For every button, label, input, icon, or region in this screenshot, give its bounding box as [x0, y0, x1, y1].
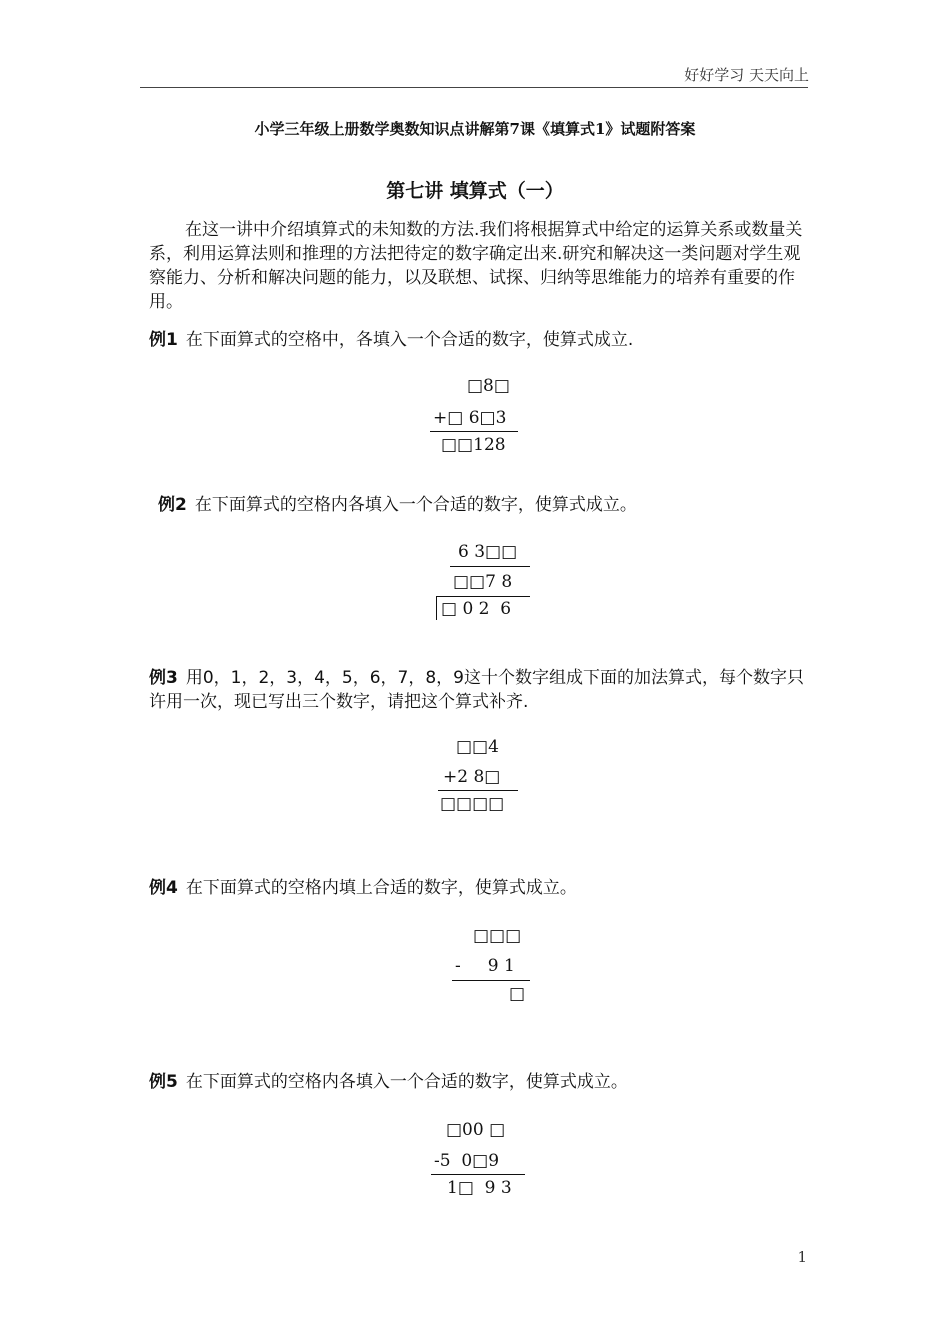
equation-row: - 9 1: [455, 956, 515, 976]
example-text: 用0，1，2，3，4，5，6，7，8，9这十个数字组成下面的加法算式，每个数字只许用一次，现已写出三个数字，请把这个算式补齐.: [149, 668, 805, 712]
example-label: 例2: [158, 495, 187, 515]
equation-row: □: [509, 984, 526, 1004]
sum-line: [430, 431, 518, 432]
example-label: 例4: [149, 878, 178, 898]
equation-row: □□7 8: [453, 572, 513, 592]
example-2: [158, 493, 818, 517]
example-text: 在下面算式的空格中，各填入一个合适的数字，使算式成立.: [185, 330, 634, 350]
header-motto: 好好学习 天天向上: [684, 66, 809, 84]
example-3: [149, 666, 809, 714]
example-1: [149, 328, 809, 352]
equation-row: □□128: [441, 435, 506, 455]
header-rule: [140, 87, 808, 88]
division-bracket: [436, 596, 437, 620]
example-label: 例1: [149, 330, 178, 350]
page-number: 1: [797, 1248, 807, 1266]
example-label: 例5: [149, 1072, 178, 1092]
equation-row: 1□ 9 3: [447, 1178, 512, 1198]
equation-row: +□ 6□3: [433, 408, 507, 428]
example-text: 在下面算式的空格内各填入一个合适的数字，使算式成立。: [185, 1072, 628, 1092]
equation-row: □□□□: [440, 794, 505, 814]
equation-row: -5 0□9: [434, 1151, 500, 1171]
equation-row: 6 3□□: [458, 542, 518, 562]
example-5: [149, 1070, 809, 1094]
example-text: 在下面算式的空格内各填入一个合适的数字，使算式成立。: [194, 495, 637, 515]
document-title: 小学三年级上册数学奥数知识点讲解第7课《填算式1》试题附答案: [254, 120, 696, 138]
division-line: [436, 596, 530, 597]
equation-row: +2 8□: [443, 767, 501, 787]
difference-line: [431, 1174, 525, 1175]
example-4: [149, 876, 809, 900]
difference-line: [452, 980, 530, 981]
equation-row: □00 □: [446, 1120, 506, 1140]
example-text: 在下面算式的空格内填上合适的数字，使算式成立。: [185, 878, 577, 898]
equation-row: □□□: [473, 926, 522, 946]
equation-row: □ 0 2 6: [441, 599, 512, 619]
intro-paragraph: 在这一讲中介绍填算式的未知数的方法.我们将根据算式中给定的运算关系或数量关系，利用运算法则和推理的方法把待定的数字确定出来.研究和解决这一类问题对学生观察能力、分析和解决问题的能力，以及联想、试探、归纳等思维能力的培养有重要的作用。: [149, 220, 803, 312]
equation-row: □□4: [456, 737, 499, 757]
division-line: [450, 566, 530, 567]
sum-line: [438, 790, 518, 791]
example-label: 例3: [149, 668, 178, 688]
lesson-title: 第七讲 填算式（一）: [386, 180, 564, 202]
equation-row: □8□: [467, 376, 510, 396]
